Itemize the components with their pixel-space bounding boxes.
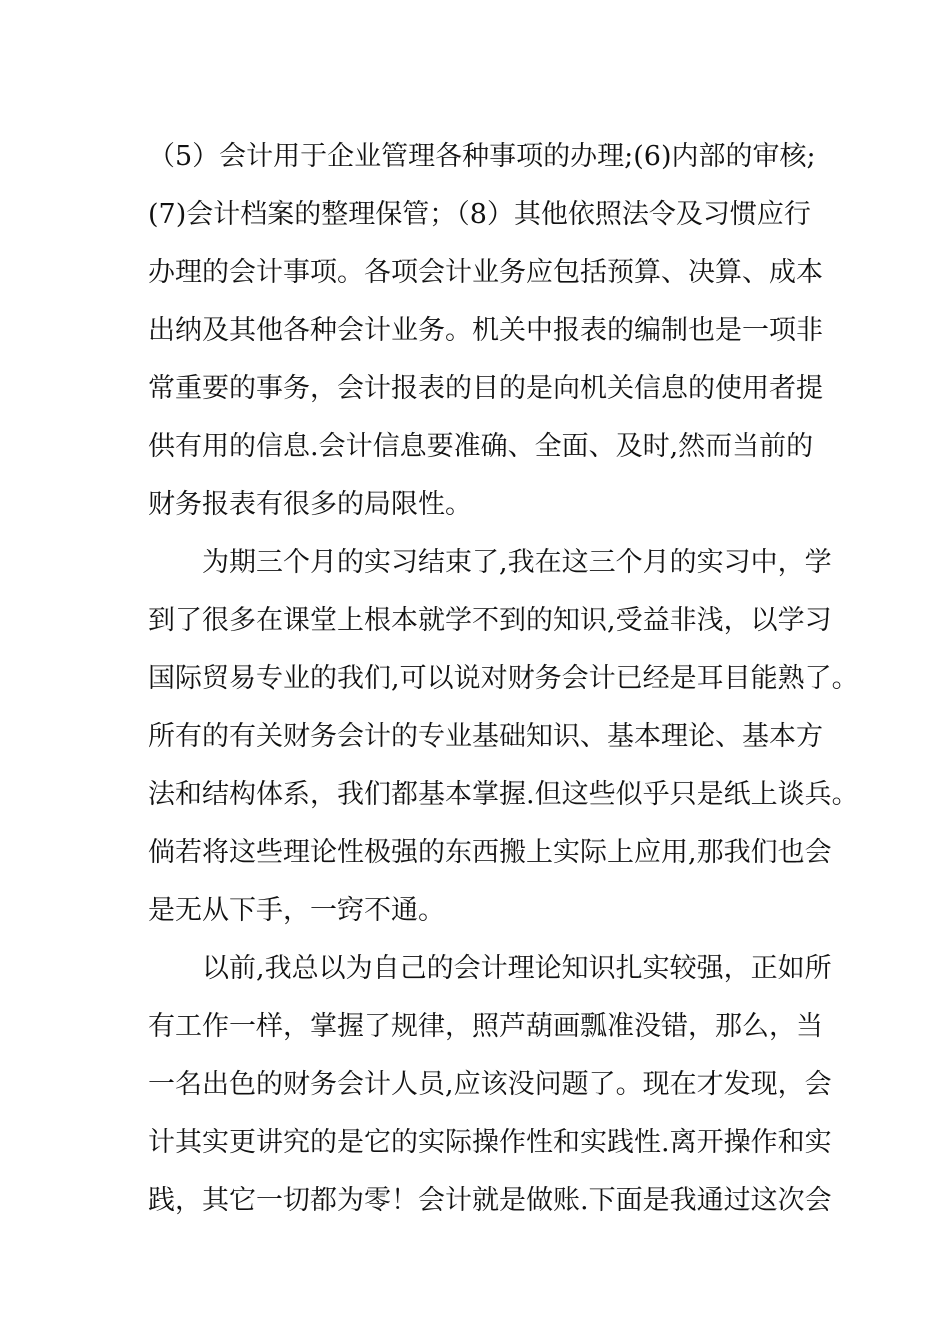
text-line: 为期三个月的实习结束了,我在这三个月的实习中，学 <box>202 547 832 578</box>
text-line: 供有用的信息.会计信息要准确、全面、及时,然而当前的 <box>148 431 814 462</box>
text-line: 倘若将这些理论性极强的东西搬上实际上应用,那我们也会 <box>148 837 832 868</box>
document-body <box>148 128 859 1230</box>
text-line: (7)会计档案的整理保管；（8）其他依照法令及习惯应行 <box>148 199 811 230</box>
text-line: 办理的会计事项。各项会计业务应包括预算、决算、成本 <box>148 257 823 288</box>
paragraph-3 <box>148 940 832 1230</box>
text-line: 计其实更讲究的是它的实际操作性和实践性.离开操作和实 <box>148 1127 832 1158</box>
paragraph-2 <box>148 534 859 940</box>
text-line: 一名出色的财务会计人员,应该没问题了。现在才发现，会 <box>148 1069 832 1100</box>
text-line: 出纳及其他各种会计业务。机关中报表的编制也是一项非 <box>148 315 823 346</box>
text-line: 常重要的事务，会计报表的目的是向机关信息的使用者提 <box>148 373 823 404</box>
text-line: 是无从下手，一窍不通。 <box>148 895 445 926</box>
text-line: 所有的有关财务会计的专业基础知识、基本理论、基本方 <box>148 721 823 752</box>
text-line: 以前,我总以为自己的会计理论知识扎实较强，正如所 <box>202 953 832 984</box>
text-line: 有工作一样，掌握了规律，照芦葫画瓢准没错，那么，当 <box>148 1011 823 1042</box>
text-line: （5）会计用于企业管理各种事项的办理;(6)内部的审核; <box>148 141 816 172</box>
paragraph-1 <box>148 128 823 534</box>
text-line: 法和结构体系，我们都基本掌握.但这些似乎只是纸上谈兵。 <box>148 779 859 810</box>
text-line: 财务报表有很多的局限性。 <box>148 489 472 520</box>
text-line: 践，其它一切都为零！会计就是做账.下面是我通过这次会 <box>148 1185 832 1216</box>
text-line: 到了很多在课堂上根本就学不到的知识,受益非浅，以学习 <box>148 605 832 636</box>
text-line: 国际贸易专业的我们,可以说对财务会计已经是耳目能熟了。 <box>148 663 859 694</box>
